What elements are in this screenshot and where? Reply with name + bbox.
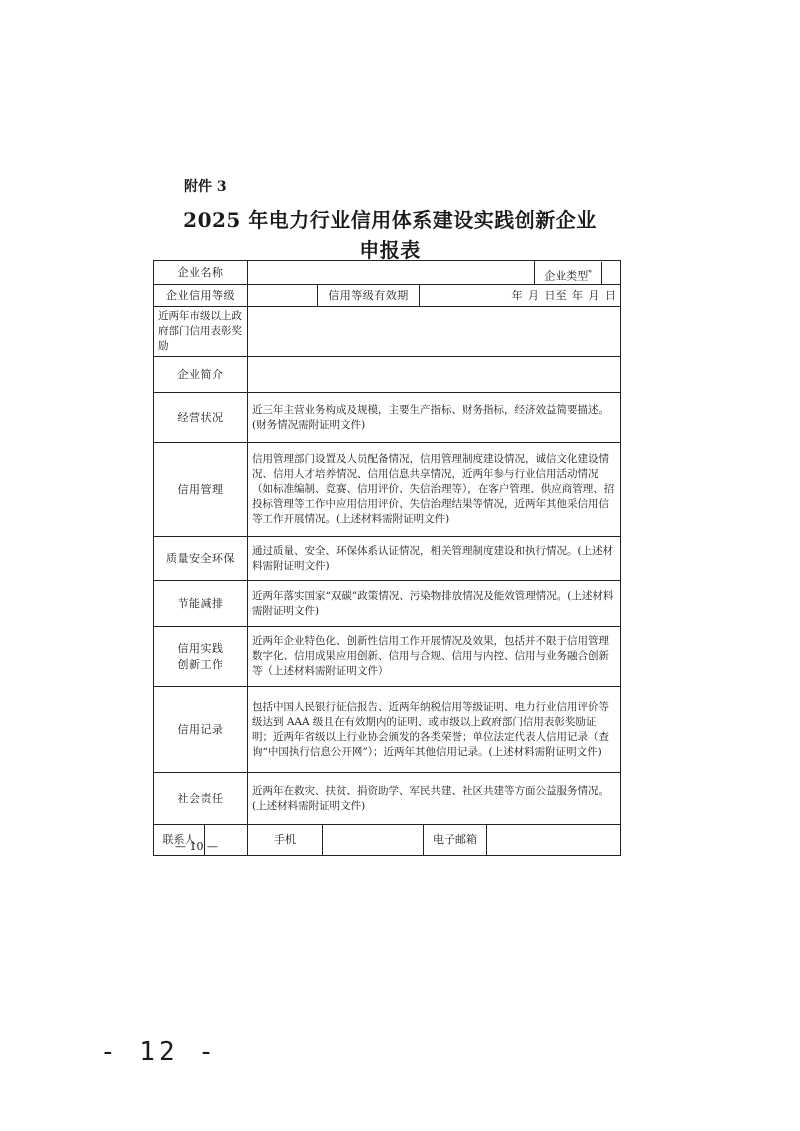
operations-description[interactable]: 近三年主营业务构成及规模，主要生产指标、财务指标，经济效益简要描述。(财务情况需附证明文件) — [248, 393, 621, 443]
table-row — [154, 773, 621, 825]
contact-row — [154, 825, 621, 856]
profile-label: 企业简介 — [154, 357, 248, 393]
quality-safety-description[interactable]: 通过质量、安全、环保体系认证情况，相关管理制度建设和执行情况。(上述材料需附证明文件) — [248, 537, 621, 581]
social-responsibility-description[interactable]: 近两年在救灾、扶贫、捐资助学、军民共建、社区共建等方面公益服务情况。(上述材料需附证明文件) — [248, 773, 621, 825]
contact-label: 联系人 — [154, 825, 205, 855]
table-row — [154, 537, 621, 581]
credit-rating-label: 企业信用等级 — [154, 285, 248, 307]
credit-records-label: 信用记录 — [154, 687, 248, 773]
table-row — [154, 285, 621, 307]
email-label: 电子邮箱 — [424, 825, 487, 855]
form-title: 2025 年电力行业信用体系建设实践创新企业 — [183, 208, 597, 232]
inner-page-number: — 10 — — [175, 840, 218, 853]
table-row — [154, 687, 621, 773]
gov-awards-label: 近两年市级以上政府部门信用表彰奖励 — [154, 307, 248, 357]
credit-validity-label: 信用等级有效期 — [318, 285, 420, 307]
company-type-field[interactable] — [602, 262, 620, 284]
company-type-cell — [535, 261, 621, 285]
table-row — [154, 443, 621, 537]
company-name-label: 企业名称 — [154, 261, 248, 285]
form-subtitle: 申报表 — [359, 238, 421, 262]
credit-management-description[interactable]: 信用管理部门设置及人员配备情况，信用管理制度建设情况，诚信文化建设情况、信用人才培养情况、信用信息共享情况，近两年参与行业信用活动情况（如标准编制、竞赛、信用评价、失信治理等），在客户管理、供应商管理、招投标管理等工作中应用信用评价、失信治理结果等情况，近两年其他采信用信等工作开展情况。(上述材料需附证明文件) — [248, 443, 621, 537]
phone-label: 手机 — [248, 825, 323, 855]
company-name-field[interactable] — [248, 261, 535, 285]
innovation-description[interactable]: 近两年企业特色化、创新性信用工作开展情况及效果，包括并不限于信用管理数字化、信用成果应用创新、信用与合规、信用与内控、信用与业务融合创新等（上述材料需附证明文件） — [248, 627, 621, 687]
credit-management-label: 信用管理 — [154, 443, 248, 537]
phone-field[interactable] — [323, 825, 424, 855]
table-row — [154, 393, 621, 443]
email-field[interactable] — [487, 825, 620, 855]
innovation-label — [154, 627, 248, 687]
table-row — [154, 357, 621, 393]
annex-label: 附件 3 — [184, 179, 227, 195]
table-row — [154, 261, 621, 285]
application-form-table — [153, 260, 621, 856]
credit-records-description[interactable]: 包括中国人民银行征信报告、近两年纳税信用等级证明、电力行业信用评价等级达到 AAA 级且在有效期内的证明、或市级以上政府部门信用表彰奖励证明；近两年省级以上行业协会颁发的各类荣誉；单位法定代表人信用记录（查询“中国执行信息公开网”）；近两年其他信用记录。(上述材料需附证明文件) — [248, 687, 621, 773]
table-row — [154, 627, 621, 687]
social-responsibility-label: 社会责任 — [154, 773, 248, 825]
energy-saving-description[interactable]: 近两年落实国家“双碳”政策情况、污染物排放情况及能效管理情况。(上述材料需附证明文件) — [248, 581, 621, 627]
energy-saving-label: 节能减排 — [154, 581, 248, 627]
operations-label: 经营状况 — [154, 393, 248, 443]
quality-safety-label: 质量安全环保 — [154, 537, 248, 581]
table-row — [154, 825, 621, 856]
table-row — [154, 581, 621, 627]
credit-rating-field[interactable] — [248, 285, 318, 307]
innovation-label-line2: 创新工作 — [177, 657, 224, 671]
innovation-label-line1: 信用实践 — [177, 641, 224, 655]
validity-dates[interactable]: 年 月 日至 年 月 日 — [420, 285, 621, 307]
table-row — [154, 307, 621, 357]
profile-field[interactable] — [248, 357, 621, 393]
gov-awards-field[interactable] — [248, 307, 621, 357]
required-mark: * — [588, 268, 592, 277]
company-type-label: 企业类型* — [535, 262, 602, 284]
outer-page-number: - 12 - — [100, 1037, 218, 1067]
